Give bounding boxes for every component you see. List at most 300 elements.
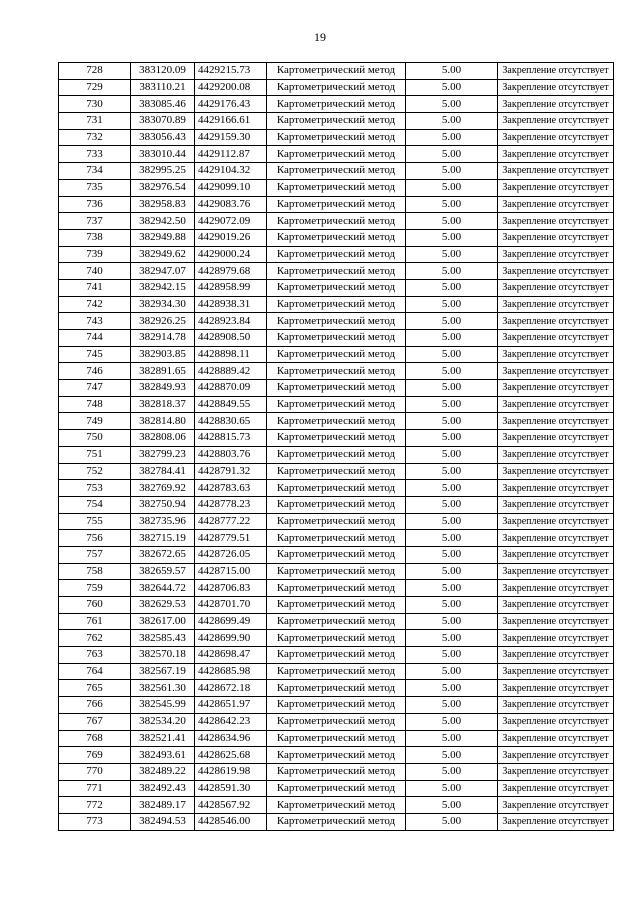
point-number-cell: 731 [59,113,131,130]
method-cell: Картометрический метод [267,246,406,263]
accuracy-cell: 5.00 [406,213,498,230]
y-coordinate-cell: 4429176.43 [195,96,267,113]
y-coordinate-cell: 4428567.92 [195,797,267,814]
table-row [59,463,614,480]
fixing-description-cell: Закрепление отсутствует [498,680,614,697]
table-row [59,246,614,263]
y-coordinate-cell: 4429159.30 [195,129,267,146]
fixing-description-cell: Закрепление отсутствует [498,179,614,196]
accuracy-cell: 5.00 [406,129,498,146]
method-cell: Картометрический метод [267,747,406,764]
x-coordinate-cell: 382750.94 [131,496,195,513]
accuracy-cell: 5.00 [406,113,498,130]
accuracy-cell: 5.00 [406,663,498,680]
method-cell: Картометрический метод [267,229,406,246]
x-coordinate-cell: 382769.92 [131,480,195,497]
accuracy-cell: 5.00 [406,330,498,347]
accuracy-cell: 5.00 [406,363,498,380]
fixing-description-cell: Закрепление отсутствует [498,797,614,814]
point-number-cell: 732 [59,129,131,146]
x-coordinate-cell: 382534.20 [131,713,195,730]
y-coordinate-cell: 4428726.05 [195,546,267,563]
table-row [59,630,614,647]
point-number-cell: 747 [59,380,131,397]
method-cell: Картометрический метод [267,380,406,397]
fixing-description-cell: Закрепление отсутствует [498,63,614,80]
point-number-cell: 753 [59,480,131,497]
table-row [59,747,614,764]
point-number-cell: 770 [59,763,131,780]
method-cell: Картометрический метод [267,613,406,630]
x-coordinate-cell: 382808.06 [131,430,195,447]
fixing-description-cell: Закрепление отсутствует [498,79,614,96]
x-coordinate-cell: 382976.54 [131,179,195,196]
y-coordinate-cell: 4428642.23 [195,713,267,730]
point-number-cell: 750 [59,430,131,447]
accuracy-cell: 5.00 [406,563,498,580]
point-number-cell: 761 [59,613,131,630]
y-coordinate-cell: 4428958.99 [195,279,267,296]
method-cell: Картометрический метод [267,813,406,830]
x-coordinate-cell: 382644.72 [131,580,195,597]
x-coordinate-cell: 382942.15 [131,279,195,296]
y-coordinate-cell: 4428698.47 [195,647,267,664]
method-cell: Картометрический метод [267,663,406,680]
y-coordinate-cell: 4428701.70 [195,597,267,614]
accuracy-cell: 5.00 [406,480,498,497]
x-coordinate-cell: 382489.17 [131,797,195,814]
table-row [59,496,614,513]
method-cell: Картометрический метод [267,330,406,347]
fixing-description-cell: Закрепление отсутствует [498,546,614,563]
point-number-cell: 752 [59,463,131,480]
x-coordinate-cell: 382958.83 [131,196,195,213]
point-number-cell: 758 [59,563,131,580]
point-number-cell: 730 [59,96,131,113]
y-coordinate-cell: 4429072.09 [195,213,267,230]
table-row [59,163,614,180]
method-cell: Картометрический метод [267,430,406,447]
fixing-description-cell: Закрепление отсутствует [498,296,614,313]
table-row [59,179,614,196]
method-cell: Картометрический метод [267,363,406,380]
x-coordinate-cell: 382521.41 [131,730,195,747]
fixing-description-cell: Закрепление отсутствует [498,513,614,530]
method-cell: Картометрический метод [267,530,406,547]
y-coordinate-cell: 4428889.42 [195,363,267,380]
table-row [59,363,614,380]
x-coordinate-cell: 382659.57 [131,563,195,580]
fixing-description-cell: Закрепление отсутствует [498,146,614,163]
accuracy-cell: 5.00 [406,463,498,480]
fixing-description-cell: Закрепление отсутствует [498,647,614,664]
fixing-description-cell: Закрепление отсутствует [498,96,614,113]
fixing-description-cell: Закрепление отсутствует [498,480,614,497]
fixing-description-cell: Закрепление отсутствует [498,780,614,797]
y-coordinate-cell: 4428779.51 [195,530,267,547]
y-coordinate-cell: 4428715.00 [195,563,267,580]
y-coordinate-cell: 4429200.08 [195,79,267,96]
page-number: 19 [314,30,326,44]
fixing-description-cell: Закрепление отсутствует [498,663,614,680]
point-number-cell: 772 [59,797,131,814]
table-row [59,313,614,330]
table-row [59,413,614,430]
table-row [59,563,614,580]
accuracy-cell: 5.00 [406,680,498,697]
table-row [59,296,614,313]
method-cell: Картометрический метод [267,413,406,430]
accuracy-cell: 5.00 [406,597,498,614]
x-coordinate-cell: 382561.30 [131,680,195,697]
point-number-cell: 729 [59,79,131,96]
table-row [59,597,614,614]
x-coordinate-cell: 382926.25 [131,313,195,330]
fixing-description-cell: Закрепление отсутствует [498,446,614,463]
x-coordinate-cell: 383056.43 [131,129,195,146]
fixing-description-cell: Закрепление отсутствует [498,196,614,213]
accuracy-cell: 5.00 [406,146,498,163]
method-cell: Картометрический метод [267,196,406,213]
table-row [59,79,614,96]
x-coordinate-cell: 382914.78 [131,330,195,347]
method-cell: Картометрический метод [267,396,406,413]
method-cell: Картометрический метод [267,463,406,480]
x-coordinate-cell: 382784.41 [131,463,195,480]
point-number-cell: 755 [59,513,131,530]
table-row [59,763,614,780]
accuracy-cell: 5.00 [406,797,498,814]
method-cell: Картометрический метод [267,213,406,230]
point-number-cell: 742 [59,296,131,313]
fixing-description-cell: Закрепление отсутствует [498,363,614,380]
method-cell: Картометрический метод [267,179,406,196]
x-coordinate-cell: 382494.53 [131,813,195,830]
fixing-description-cell: Закрепление отсутствует [498,129,614,146]
fixing-description-cell: Закрепление отсутствует [498,613,614,630]
y-coordinate-cell: 4428783.63 [195,480,267,497]
table-row [59,797,614,814]
fixing-description-cell: Закрепление отсутствует [498,279,614,296]
accuracy-cell: 5.00 [406,813,498,830]
x-coordinate-cell: 382942.50 [131,213,195,230]
accuracy-cell: 5.00 [406,697,498,714]
point-number-cell: 737 [59,213,131,230]
method-cell: Картометрический метод [267,597,406,614]
accuracy-cell: 5.00 [406,730,498,747]
x-coordinate-cell: 382585.43 [131,630,195,647]
x-coordinate-cell: 382818.37 [131,396,195,413]
accuracy-cell: 5.00 [406,380,498,397]
method-cell: Картометрический метод [267,580,406,597]
table-row [59,96,614,113]
x-coordinate-cell: 382995.25 [131,163,195,180]
table-row [59,663,614,680]
y-coordinate-cell: 4428699.90 [195,630,267,647]
accuracy-cell: 5.00 [406,296,498,313]
fixing-description-cell: Закрепление отсутствует [498,380,614,397]
point-number-cell: 738 [59,229,131,246]
y-coordinate-cell: 4429000.24 [195,246,267,263]
fixing-description-cell: Закрепление отсутствует [498,630,614,647]
fixing-description-cell: Закрепление отсутствует [498,246,614,263]
table-row [59,213,614,230]
method-cell: Картометрический метод [267,780,406,797]
table-row [59,680,614,697]
method-cell: Картометрический метод [267,279,406,296]
y-coordinate-cell: 4428923.84 [195,313,267,330]
accuracy-cell: 5.00 [406,179,498,196]
point-number-cell: 744 [59,330,131,347]
table-row [59,113,614,130]
x-coordinate-cell: 382715.19 [131,530,195,547]
x-coordinate-cell: 383085.46 [131,96,195,113]
fixing-description-cell: Закрепление отсутствует [498,163,614,180]
fixing-description-cell: Закрепление отсутствует [498,313,614,330]
coordinates-table-body [59,63,614,831]
table-row [59,713,614,730]
fixing-description-cell: Закрепление отсутствует [498,330,614,347]
point-number-cell: 734 [59,163,131,180]
y-coordinate-cell: 4428706.83 [195,580,267,597]
method-cell: Картометрический метод [267,480,406,497]
x-coordinate-cell: 382799.23 [131,446,195,463]
method-cell: Картометрический метод [267,680,406,697]
y-coordinate-cell: 4428625.68 [195,747,267,764]
point-number-cell: 739 [59,246,131,263]
method-cell: Картометрический метод [267,763,406,780]
fixing-description-cell: Закрепление отсутствует [498,730,614,747]
fixing-description-cell: Закрепление отсутствует [498,430,614,447]
y-coordinate-cell: 4428979.68 [195,263,267,280]
fixing-description-cell: Закрепление отсутствует [498,813,614,830]
accuracy-cell: 5.00 [406,496,498,513]
accuracy-cell: 5.00 [406,647,498,664]
fixing-description-cell: Закрепление отсутствует [498,263,614,280]
fixing-description-cell: Закрепление отсутствует [498,580,614,597]
point-number-cell: 764 [59,663,131,680]
fixing-description-cell: Закрепление отсутствует [498,213,614,230]
accuracy-cell: 5.00 [406,63,498,80]
point-number-cell: 766 [59,697,131,714]
accuracy-cell: 5.00 [406,263,498,280]
accuracy-cell: 5.00 [406,546,498,563]
y-coordinate-cell: 4428908.50 [195,330,267,347]
point-number-cell: 768 [59,730,131,747]
x-coordinate-cell: 382617.00 [131,613,195,630]
fixing-description-cell: Закрепление отсутствует [498,563,614,580]
table-row [59,396,614,413]
fixing-description-cell: Закрепление отсутствует [498,463,614,480]
fixing-description-cell: Закрепление отсутствует [498,413,614,430]
y-coordinate-cell: 4429112.87 [195,146,267,163]
point-number-cell: 740 [59,263,131,280]
table-row [59,446,614,463]
method-cell: Картометрический метод [267,96,406,113]
table-row [59,430,614,447]
method-cell: Картометрический метод [267,346,406,363]
x-coordinate-cell: 383110.21 [131,79,195,96]
point-number-cell: 736 [59,196,131,213]
y-coordinate-cell: 4428815.73 [195,430,267,447]
fixing-description-cell: Закрепление отсутствует [498,597,614,614]
y-coordinate-cell: 4428803.76 [195,446,267,463]
accuracy-cell: 5.00 [406,413,498,430]
y-coordinate-cell: 4428685.98 [195,663,267,680]
y-coordinate-cell: 4428672.18 [195,680,267,697]
x-coordinate-cell: 382489.22 [131,763,195,780]
x-coordinate-cell: 382949.62 [131,246,195,263]
method-cell: Картометрический метод [267,647,406,664]
fixing-description-cell: Закрепление отсутствует [498,396,614,413]
x-coordinate-cell: 382545.99 [131,697,195,714]
method-cell: Картометрический метод [267,630,406,647]
table-row [59,546,614,563]
point-number-cell: 741 [59,279,131,296]
y-coordinate-cell: 4429083.76 [195,196,267,213]
accuracy-cell: 5.00 [406,513,498,530]
x-coordinate-cell: 382814.80 [131,413,195,430]
fixing-description-cell: Закрепление отсутствует [498,229,614,246]
accuracy-cell: 5.00 [406,747,498,764]
y-coordinate-cell: 4428778.23 [195,496,267,513]
fixing-description-cell: Закрепление отсутствует [498,530,614,547]
y-coordinate-cell: 4428791.32 [195,463,267,480]
accuracy-cell: 5.00 [406,163,498,180]
point-number-cell: 769 [59,747,131,764]
table-row [59,129,614,146]
table-row [59,697,614,714]
accuracy-cell: 5.00 [406,530,498,547]
x-coordinate-cell: 382629.53 [131,597,195,614]
point-number-cell: 760 [59,597,131,614]
accuracy-cell: 5.00 [406,196,498,213]
y-coordinate-cell: 4428699.49 [195,613,267,630]
table-row [59,613,614,630]
table-row [59,480,614,497]
point-number-cell: 728 [59,63,131,80]
accuracy-cell: 5.00 [406,396,498,413]
method-cell: Картометрический метод [267,113,406,130]
table-row [59,346,614,363]
method-cell: Картометрический метод [267,496,406,513]
method-cell: Картометрический метод [267,263,406,280]
accuracy-cell: 5.00 [406,246,498,263]
x-coordinate-cell: 382849.93 [131,380,195,397]
method-cell: Картометрический метод [267,713,406,730]
table-row [59,330,614,347]
point-number-cell: 757 [59,546,131,563]
point-number-cell: 745 [59,346,131,363]
point-number-cell: 756 [59,530,131,547]
x-coordinate-cell: 383120.09 [131,63,195,80]
table-row [59,196,614,213]
y-coordinate-cell: 4429104.32 [195,163,267,180]
table-row [59,730,614,747]
x-coordinate-cell: 382493.61 [131,747,195,764]
table-row [59,380,614,397]
method-cell: Картометрический метод [267,446,406,463]
accuracy-cell: 5.00 [406,430,498,447]
method-cell: Картометрический метод [267,513,406,530]
fixing-description-cell: Закрепление отсутствует [498,346,614,363]
point-number-cell: 763 [59,647,131,664]
accuracy-cell: 5.00 [406,96,498,113]
y-coordinate-cell: 4428938.31 [195,296,267,313]
method-cell: Картометрический метод [267,563,406,580]
y-coordinate-cell: 4429099.10 [195,179,267,196]
table-row [59,580,614,597]
point-number-cell: 751 [59,446,131,463]
x-coordinate-cell: 382570.18 [131,647,195,664]
method-cell: Картометрический метод [267,129,406,146]
fixing-description-cell: Закрепление отсутствует [498,713,614,730]
accuracy-cell: 5.00 [406,763,498,780]
fixing-description-cell: Закрепление отсутствует [498,496,614,513]
fixing-description-cell: Закрепление отсутствует [498,697,614,714]
accuracy-cell: 5.00 [406,630,498,647]
x-coordinate-cell: 382903.85 [131,346,195,363]
method-cell: Картометрический метод [267,313,406,330]
table-row [59,513,614,530]
x-coordinate-cell: 383070.89 [131,113,195,130]
accuracy-cell: 5.00 [406,229,498,246]
coordinates-table [58,62,614,831]
accuracy-cell: 5.00 [406,580,498,597]
point-number-cell: 767 [59,713,131,730]
x-coordinate-cell: 382567.19 [131,663,195,680]
method-cell: Картометрический метод [267,296,406,313]
point-number-cell: 771 [59,780,131,797]
fixing-description-cell: Закрепление отсутствует [498,763,614,780]
x-coordinate-cell: 382492.43 [131,780,195,797]
table-row [59,263,614,280]
table-row [59,780,614,797]
accuracy-cell: 5.00 [406,446,498,463]
y-coordinate-cell: 4428546.00 [195,813,267,830]
point-number-cell: 748 [59,396,131,413]
accuracy-cell: 5.00 [406,780,498,797]
method-cell: Картометрический метод [267,146,406,163]
accuracy-cell: 5.00 [406,79,498,96]
point-number-cell: 735 [59,179,131,196]
point-number-cell: 759 [59,580,131,597]
x-coordinate-cell: 382735.96 [131,513,195,530]
point-number-cell: 754 [59,496,131,513]
y-coordinate-cell: 4428898.11 [195,346,267,363]
method-cell: Картометрический метод [267,546,406,563]
y-coordinate-cell: 4429166.61 [195,113,267,130]
accuracy-cell: 5.00 [406,713,498,730]
x-coordinate-cell: 382949.88 [131,229,195,246]
table-row [59,647,614,664]
method-cell: Картометрический метод [267,63,406,80]
y-coordinate-cell: 4428777.22 [195,513,267,530]
fixing-description-cell: Закрепление отсутствует [498,747,614,764]
table-row [59,146,614,163]
point-number-cell: 743 [59,313,131,330]
method-cell: Картометрический метод [267,79,406,96]
y-coordinate-cell: 4428830.65 [195,413,267,430]
method-cell: Картометрический метод [267,797,406,814]
x-coordinate-cell: 382947.07 [131,263,195,280]
y-coordinate-cell: 4429019.26 [195,229,267,246]
y-coordinate-cell: 4429215.73 [195,63,267,80]
y-coordinate-cell: 4428634.96 [195,730,267,747]
accuracy-cell: 5.00 [406,346,498,363]
point-number-cell: 762 [59,630,131,647]
y-coordinate-cell: 4428849.55 [195,396,267,413]
